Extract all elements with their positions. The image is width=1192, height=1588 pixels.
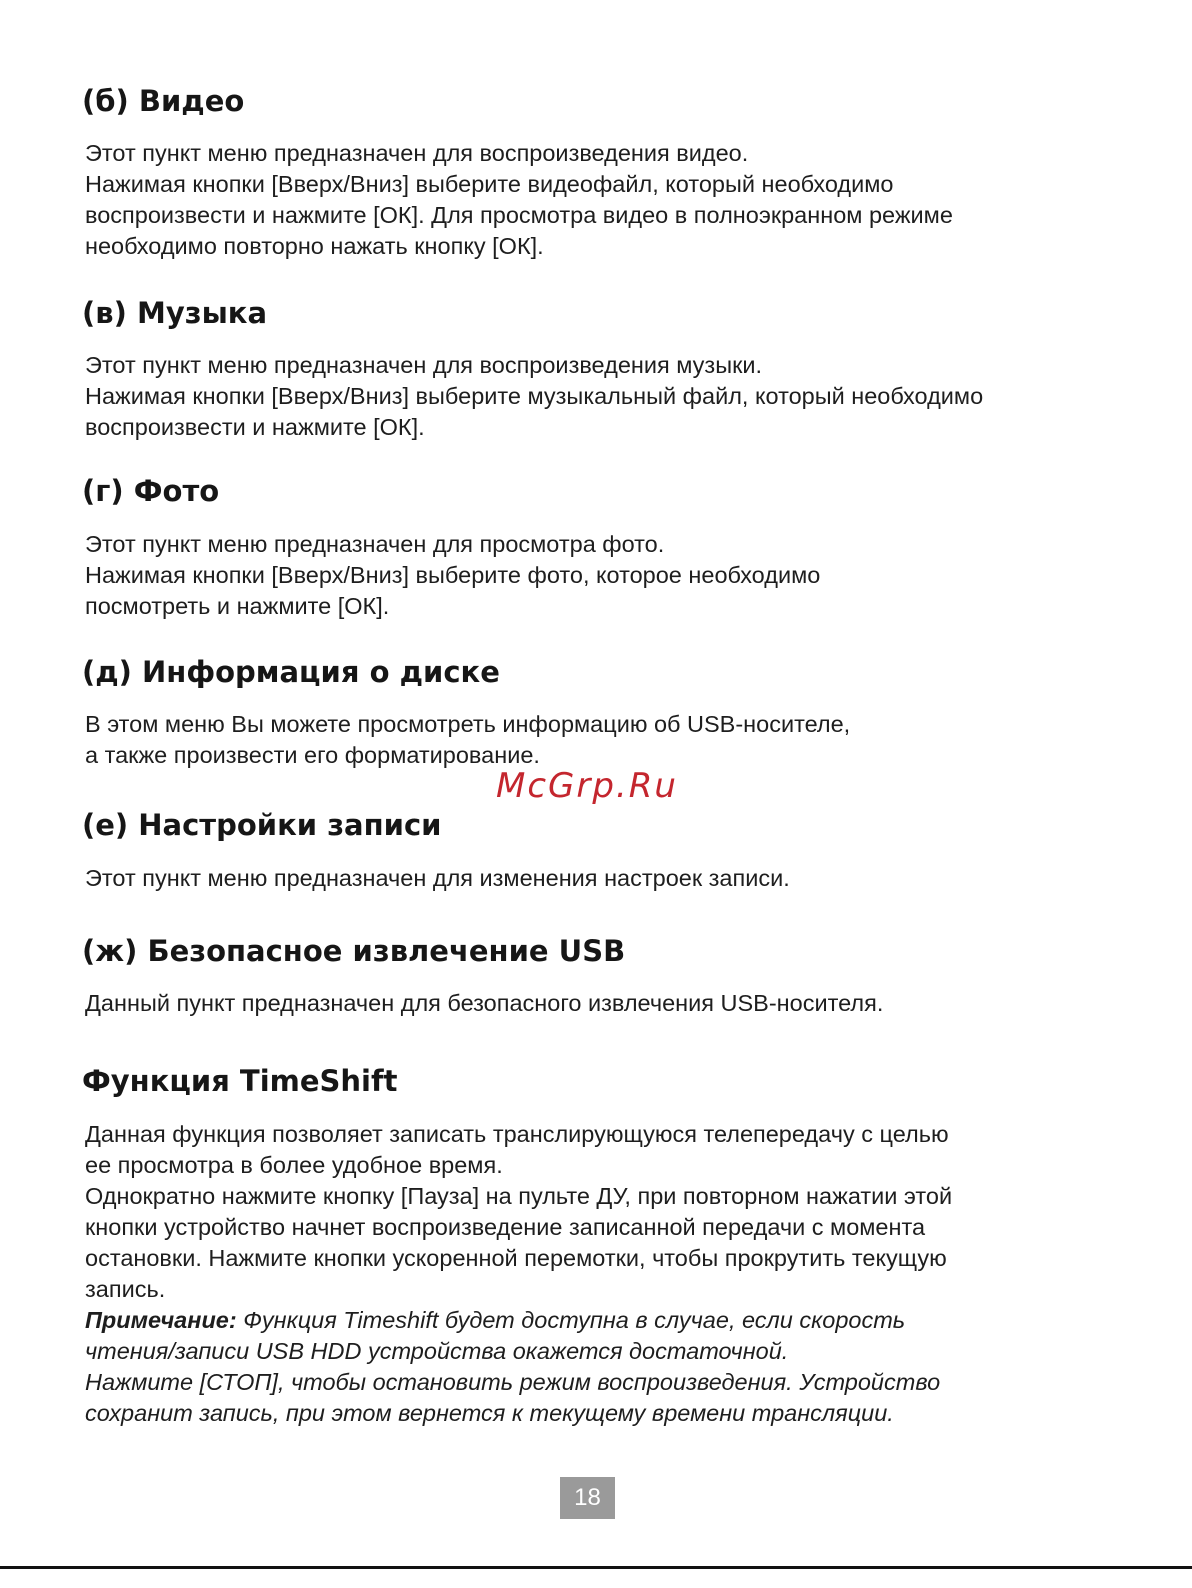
paragraph-line: Однократно нажмите кнопку [Пауза] на пульте ДУ, при повторном нажатии этой [85,1183,953,1209]
watermark: McGrp.Ru [496,766,678,806]
note-line [85,1305,952,1336]
section-title-video: (б) Видео [82,84,245,118]
section-title-music: (в) Музыка [82,296,268,330]
paragraph-line: Этот пункт меню предназначен для воспроизведения музыки. [85,352,763,378]
bottom-divider [0,1566,1192,1569]
section-body-timeshift [85,1119,952,1429]
section-body-safe-eject [85,988,883,1019]
paragraph-line: Данная функция позволяет записать транслирующуюся телепередачу с целью [85,1121,949,1147]
note-line: сохранит запись, при этом вернется к текущему времени трансляции. [85,1400,894,1426]
section-body-disk-info [85,709,850,771]
paragraph-line: кнопки устройство начнет воспроизведение записанной передачи с момента [85,1214,926,1240]
page-number: 18 [560,1477,615,1519]
paragraph-line: а также произвести его форматирование. [85,742,540,768]
paragraph-line: ее просмотра в более удобное время. [85,1152,503,1178]
paragraph-line: воспроизвести и нажмите [ОК]. Для просмотра видео в полноэкранном режиме [85,202,953,228]
section-title-disk-info: (д) Информация о диске [82,655,500,689]
section-body-music [85,350,983,443]
paragraph-line: Этот пункт меню предназначен для просмотра фото. [85,531,665,557]
paragraph-line: Нажимая кнопки [Вверх/Вниз] выберите музыкальный файл, который необходимо [85,383,984,409]
paragraph-line: Нажимая кнопки [Вверх/Вниз] выберите видеофайл, который необходимо [85,171,894,197]
paragraph-line: воспроизвести и нажмите [ОК]. [85,414,425,440]
section-title-photo: (г) Фото [82,474,220,508]
note-line: Нажмите [СТОП], чтобы остановить режим воспроизведения. Устройство [85,1369,941,1395]
paragraph-line: Данный пункт предназначен для безопасного извлечения USB-носителя. [85,990,884,1016]
paragraph-line: Нажимая кнопки [Вверх/Вниз] выберите фото, которое необходимо [85,562,821,588]
note-text: Функция Timeshift будет доступна в случае, если скорость [236,1307,906,1333]
note-label: Примечание: [85,1307,237,1333]
paragraph-line: В этом меню Вы можете просмотреть информацию об USB-носителе, [85,711,851,737]
paragraph-line: посмотреть и нажмите [ОК]. [85,593,390,619]
section-body-record-settings [85,863,790,894]
paragraph-line: остановки. Нажмите кнопки ускоренной перемотки, чтобы прокрутить текущую [85,1245,947,1271]
paragraph-line: Этот пункт меню предназначен для изменения настроек записи. [85,865,790,891]
section-title-timeshift: Функция TimeShift [82,1064,398,1098]
note-line: чтения/записи USB HDD устройства окажется достаточной. [85,1338,789,1364]
section-body-video [85,138,953,262]
section-body-photo [85,529,820,622]
section-title-record-settings: (е) Настройки записи [82,808,442,842]
paragraph-line: Этот пункт меню предназначен для воспроизведения видео. [85,140,749,166]
paragraph-line: запись. [85,1276,166,1302]
paragraph-line: необходимо повторно нажать кнопку [ОК]. [85,233,544,259]
section-title-safe-eject: (ж) Безопасное извлечение USB [82,934,626,968]
